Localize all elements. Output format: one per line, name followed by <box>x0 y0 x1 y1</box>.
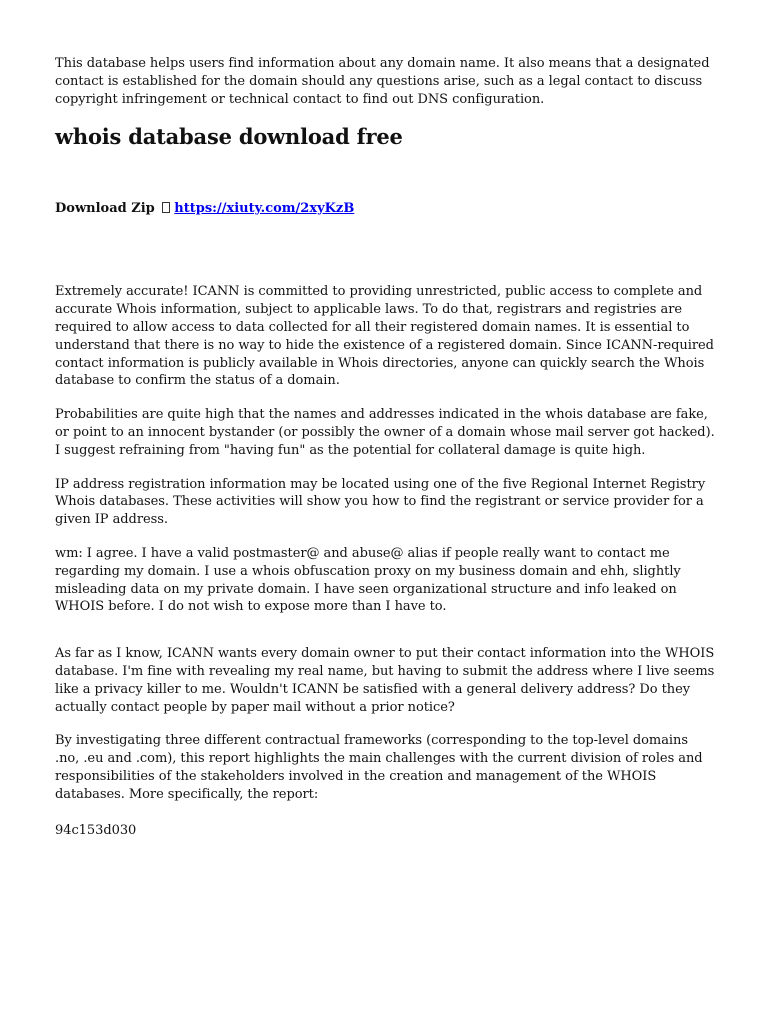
body-paragraph: IP address registration information may be located using one of the five Regional Internet Registry Whois databases. These activities will show you how to find the registrant or service provider for a given IP address. <box>55 476 706 528</box>
download-link[interactable]: https://xiuty.com/2xyKzB <box>174 201 355 217</box>
body-paragraph: Probabilities are quite high that the names and addresses indicated in the whois database are fake, or point to an innocent bystander (or possibly the owner of a domain whose mail server got hacked). I suggest refraining from "having fun" as the potential for collateral damage is quite high. <box>55 407 715 458</box>
body-paragraph: wm: I agree. I have a valid postmaster@ and abuse@ alias if people really want to contact me regarding my domain. I use a whois obfuscation proxy on my business domain and ehh, slightly misleading data on my private domain. I have seen organizational structure and info leaked on WHOIS before. I do not wish to expose more than I have to. <box>55 545 681 615</box>
intro-paragraph: This database helps users find information about any domain name. It also means that a designated contact is established for the domain should any questions arise, such as a legal contact to discuss copyright infringement or technical contact to find out DNS configuration. <box>55 56 710 107</box>
code-string: 94c153d030 <box>55 822 137 838</box>
download-line <box>55 200 715 218</box>
download-label: Download Zip <box>55 201 155 217</box>
page-title: whois database download free <box>55 124 403 150</box>
body-paragraph: Extremely accurate! ICANN is committed to providing unrestricted, public access to complete and accurate Whois information, subject to applicable laws. To do that, registrars and registries are required to allow access to data collected for all their registered domain names. It is essential to understand that there is no way to hide the existence of a registered domain. Since ICANN-required contact information is publicly available in Whois directories, anyone can quickly search the Whois database to confirm the status of a domain. <box>55 284 714 389</box>
body-paragraph: By investigating three different contractual frameworks (corresponding to the top-level domains .no, .eu and .com), this report highlights the main challenges with the current division of roles and responsibilities of the stakeholders involved in the creation and management of the WHOIS databases. More specifically, the report: <box>55 733 703 802</box>
arrow-glyph-icon <box>162 202 170 213</box>
body-paragraph: As far as I know, ICANN wants every domain owner to put their contact information into the WHOIS database. I'm fine with revealing my real name, but having to submit the address where I live seems like a privacy killer to me. Wouldn't ICANN be satisfied with a general delivery address? Do they actually contact people by paper mail without a prior notice? <box>55 646 715 715</box>
